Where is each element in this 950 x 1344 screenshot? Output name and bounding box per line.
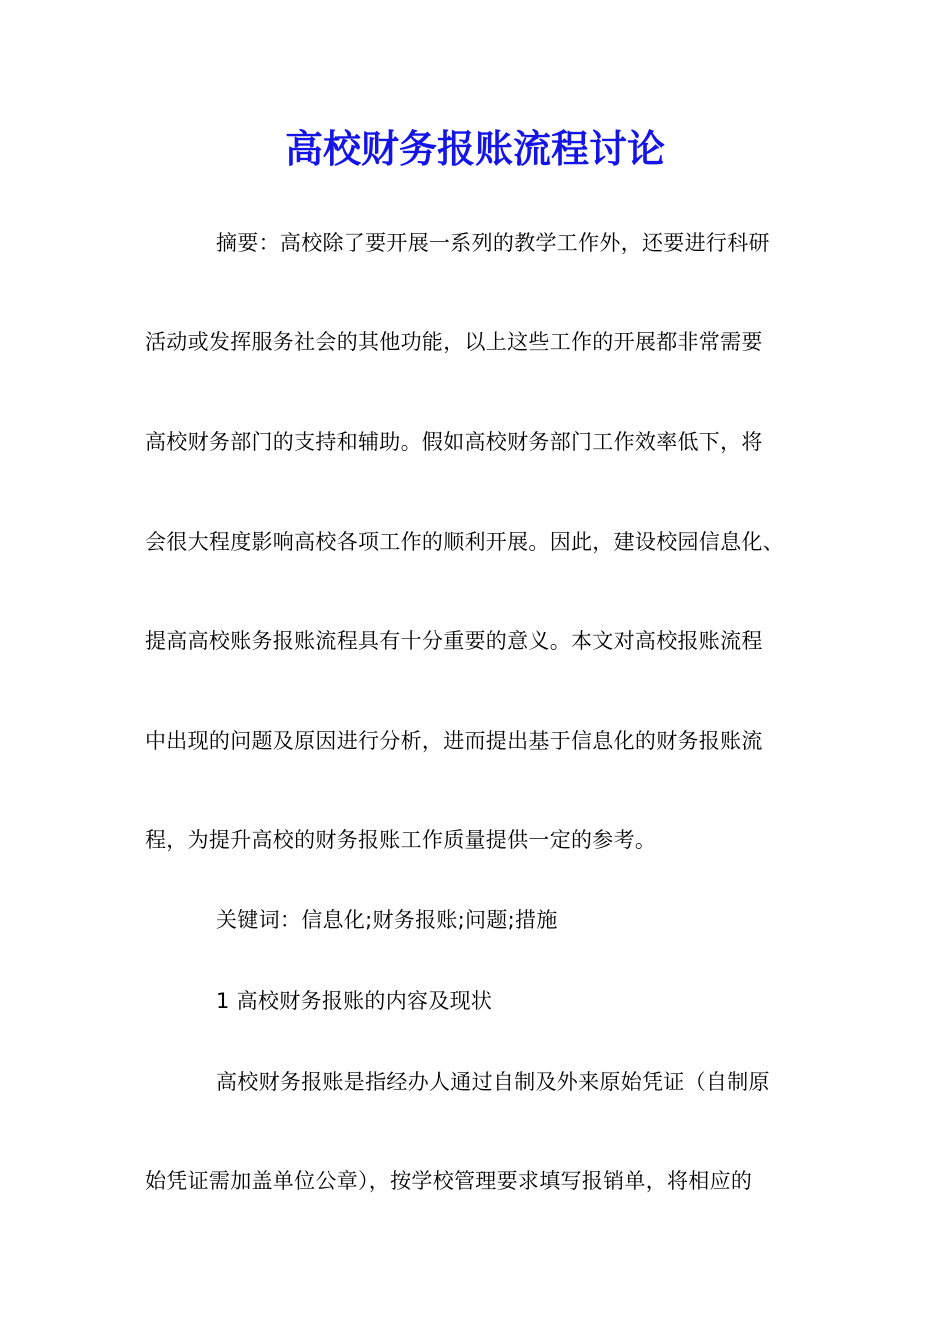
keywords-line: 关键词：信息化;财务报账;问题;措施 [216,908,558,932]
abstract-line-7: 程，为提升高校的财务报账工作质量提供一定的参考。 [145,828,657,852]
abstract-line-6: 中出现的问题及原因进行分析，进而提出基于信息化的财务报账流 [145,729,763,753]
abstract-line-4: 会很大程度影响高校各项工作的顺利开展。因此，建设校园信息化、 [145,530,784,554]
document-title: 高校财务报账流程讨论 [284,126,665,171]
abstract-line-3: 高校财务部门的支持和辅助。假如高校财务部门工作效率低下，将 [145,430,763,454]
abstract-line-2: 活动或发挥服务社会的其他功能，以上这些工作的开展都非常需要 [145,330,763,354]
body-line-2: 始凭证需加盖单位公章），按学校管理要求填写报销单，将相应的 [145,1169,753,1193]
body-line-1: 高校财务报账是指经办人通过自制及外来原始凭证（自制原 [216,1070,770,1094]
section-heading: 1 高校财务报账的内容及现状 [216,989,493,1013]
abstract-line-1: 摘要：高校除了要开展一系列的教学工作外，还要进行科研 [216,231,770,255]
abstract-line-5: 提高高校账务报账流程具有十分重要的意义。本文对高校报账流程 [145,629,763,653]
